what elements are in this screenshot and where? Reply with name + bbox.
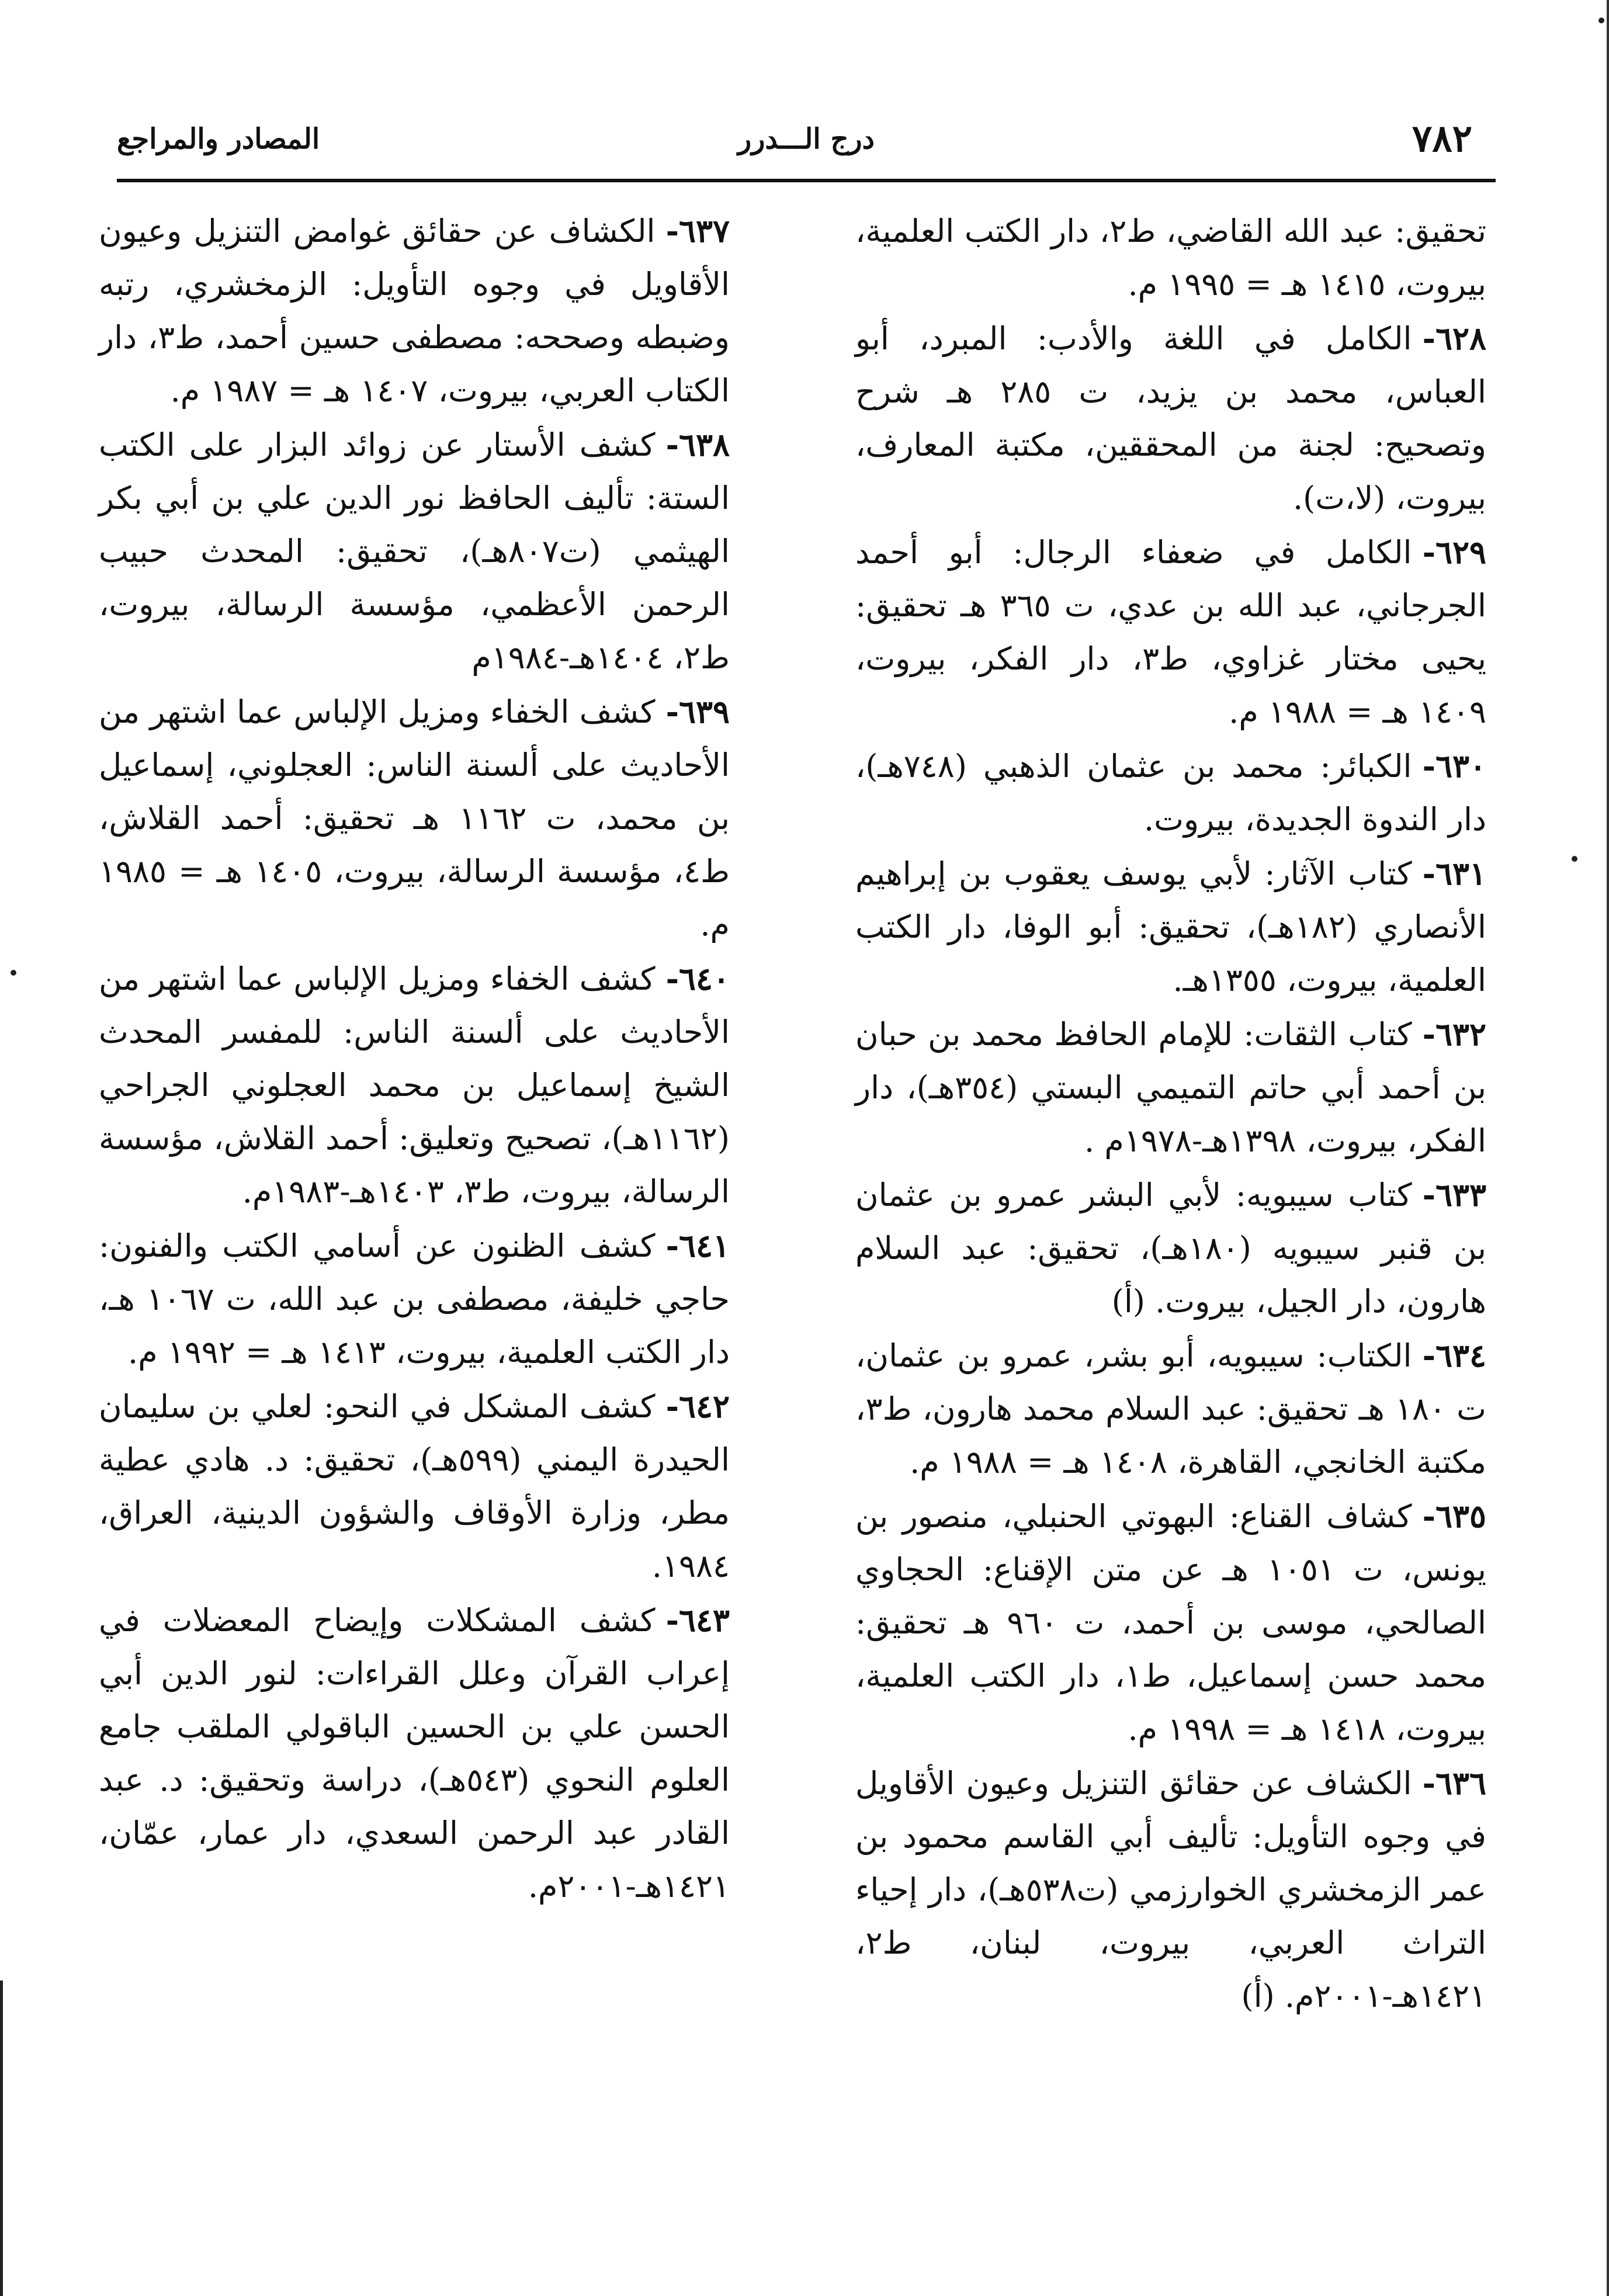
reference-entry — [855, 1329, 1486, 1489]
reference-entry — [855, 312, 1486, 525]
entry-number: ٦٣٥- — [1422, 1497, 1486, 1535]
reference-entry — [99, 1380, 730, 1593]
header-rule — [117, 179, 1496, 182]
reference-entry — [855, 847, 1486, 1007]
entry-text: الكشاف عن حقائق غوامض التنزيل وعيون الأقاويل في وجوه التأويل: الزمخشري، رتبه وضبطه وصححه: مصطفى حسين أحمد، ط٣، دار الكتاب العربي، بيروت، ١٤٠٧ هـ = ١٩٨٧ م. — [99, 213, 730, 409]
entry-number: ٦٣٨- — [665, 426, 730, 463]
entry-number: ٦٤١- — [665, 1227, 730, 1264]
entry-number: ٦٣٩- — [665, 693, 730, 730]
entry-number: ٦٣١- — [1422, 855, 1486, 892]
reference-entry — [99, 418, 730, 684]
reference-entry — [855, 1168, 1486, 1328]
scan-speck — [1572, 856, 1577, 862]
page-edge — [0, 1981, 3, 2296]
running-title: درج الـــدرر — [738, 123, 875, 155]
reference-entry — [855, 526, 1486, 738]
entry-text: الكامل في اللغة والأدب: المبرد، أبو العباس، محمد بن يزيد، ت ٢٨٥ هـ شرح وتصحيح: لجنة من المحققين، مكتبة المعارف، بيروت، (لا،ت). — [855, 320, 1486, 516]
entry-text: كشاف القناع: البهوتي الحنبلي، منصور بن يونس، ت ١٠٥١ هـ عن متن الإقناع: الحجاوي الصالحي، موسى بن أحمد، ت ٩٦٠ هـ تحقيق: محمد حسن إسماعيل، ط١، دار الكتب العلمية، بيروت، ١٤١٨ هـ = ١٩٩٨ م. — [855, 1498, 1486, 1747]
entry-text: كتاب الثقات: للإمام الحافظ محمد بن حبان بن أحمد أبي حاتم التميمي البستي (٣٥٤هـ)، دار الفكر، بيروت، ١٣٩٨هـ-١٩٧٨م . — [855, 1016, 1487, 1159]
entry-text: الكشاف عن حقائق التنزيل وعيون الأقاويل في وجوه التأويل: تأليف أبي القاسم محمود بن عمر الزمخشري الخوارزمي (ت٥٣٨هـ)، دار إحياء التراث العربي، بيروت، لبنان، ط٢، ١٤٢١هـ-٢٠٠١م. (أ) — [855, 1765, 1486, 2014]
scan-speck — [11, 970, 16, 976]
reference-entry — [99, 1594, 730, 1913]
entry-text: كشف المشكل في النحو: لعلي بن سليمان الحيدرة اليمني (٥٩٩هـ)، تحقيق: د. هادي عطية مطر، وزارة الأوقاف والشؤون الدينية، العراق، ١٩٨٤. — [99, 1388, 730, 1584]
continued-entry-text: تحقيق: عبد الله القاضي، ط٢، دار الكتب العلمية، بيروت، ١٤١٥ هـ = ١٩٩٥ م. — [855, 213, 1486, 303]
entry-text: كشف الأستار عن زوائد البزار على الكتب الستة: تأليف الحافظ نور الدين علي بن أبي بكر الهيثمي (ت٨٠٧هـ)، تحقيق: المحدث حبيب الرحمن الأعظمي، مؤسسة الرسالة، بيروت، ط٢، ١٤٠٤هـ-١٩٨٤م — [99, 426, 730, 676]
entry-number: ٦٣٢- — [1422, 1015, 1486, 1053]
entry-number: ٦٣٤- — [1422, 1337, 1486, 1374]
entry-text: كشف المشكلات وإيضاح المعضلات في إعراب القرآن وعلل القراءات: لنور الدين أبي الحسن علي بن الحسين الباقولي الملقب جامع العلوم النحوي (٥٤٣هـ)، دراسة وتحقيق: د. عبد القادر عبد الرحمن السعدي، دار عمار، عمّان، ١٤٢١هـ-٢٠٠١م. — [99, 1602, 730, 1905]
entry-number: ٦٤٢- — [665, 1388, 730, 1425]
reference-entry — [855, 1490, 1486, 1756]
entry-number: ٦٢٩- — [1422, 533, 1486, 571]
entry-text: كشف الظنون عن أسامي الكتب والفنون: حاجي خليفة، مصطفى بن عبد الله، ت ١٠٦٧ هـ، دار الكتب العلمية، بيروت، ١٤١٣ هـ = ١٩٩٢ م. — [99, 1227, 730, 1371]
scan-speck — [1598, 18, 1604, 23]
reference-entry — [99, 1219, 730, 1379]
reference-entry — [99, 952, 730, 1218]
entry-text: كتاب سيبويه: لأبي البشر عمرو بن عثمان بن قنبر سيبويه (١٨٠هـ)، تحقيق: عبد السلام هارون، دار الجيل، بيروت. (أ) — [855, 1177, 1486, 1320]
entry-text: الكبائر: محمد بن عثمان الذهبي (٧٤٨هـ)، دار الندوة الجديدة، بيروت. — [855, 748, 1486, 838]
entry-text: الكامل في ضعفاء الرجال: أبو أحمد الجرجاني، عبد الله بن عدي، ت ٣٦٥ هـ تحقيق: يحيى مختار غزاوي، ط٣، دار الفكر، بيروت، ١٤٠٩ هـ = ١٩٨٨ م. — [855, 534, 1487, 730]
entry-number: ٦٣٣- — [1422, 1176, 1486, 1213]
page-header — [117, 111, 1496, 175]
entry-number: ٦٣٠- — [1422, 747, 1486, 785]
reference-entry — [99, 204, 730, 417]
entry-number: ٦٤٠- — [665, 960, 730, 997]
right-column — [855, 204, 1486, 2024]
entry-number: ٦٣٦- — [1422, 1764, 1486, 1802]
left-column — [99, 204, 730, 1914]
entry-text: كشف الخفاء ومزيل الإلباس عما اشتهر من الأحاديث على ألسنة الناس: للمفسر المحدث الشيخ إسماعيل بن محمد العجلوني الجراحي (١١٦٢هـ)، تصحيح وتعليق: أحمد القلاش، مؤسسة الرسالة، بيروت، ط٣، ١٤٠٣هـ-١٩٨٣م. — [99, 960, 730, 1210]
reference-entry — [855, 740, 1486, 846]
entry-number: ٦٤٣- — [665, 1601, 730, 1639]
entry-number: ٦٣٧- — [665, 212, 730, 249]
reference-entry — [855, 1757, 1486, 2023]
page-edge — [1607, 0, 1609, 2296]
entry-text: كتاب الآثار: لأبي يوسف يعقوب بن إبراهيم الأنصاري (١٨٢هـ)، تحقيق: أبو الوفا، دار الكتب العلمية، بيروت، ١٣٥٥هـ. — [855, 855, 1487, 998]
entry-number: ٦٢٨- — [1422, 320, 1486, 357]
reference-entry — [855, 1008, 1486, 1167]
section-title: المصادر والمراجع — [117, 123, 320, 155]
reference-entry — [99, 685, 730, 951]
entry-text: الكتاب: سيبويه، أبو بشر، عمرو بن عثمان، ت ١٨٠ هـ تحقيق: عبد السلام محمد هارون، ط٣، مكتبة الخانجي، القاهرة، ١٤٠٨ هـ = ١٩٨٨ م. — [855, 1337, 1486, 1480]
page-number: ٧٨٢ — [1412, 117, 1472, 161]
entry-text: كشف الخفاء ومزيل الإلباس عما اشتهر من الأحاديث على ألسنة الناس: العجلوني، إسماعيل بن محمد، ت ١١٦٢ هـ تحقيق: أحمد القلاش، ط٤، مؤسسة الرسالة، بيروت، ١٤٠٥ هـ = ١٩٨٥ م. — [99, 693, 730, 943]
